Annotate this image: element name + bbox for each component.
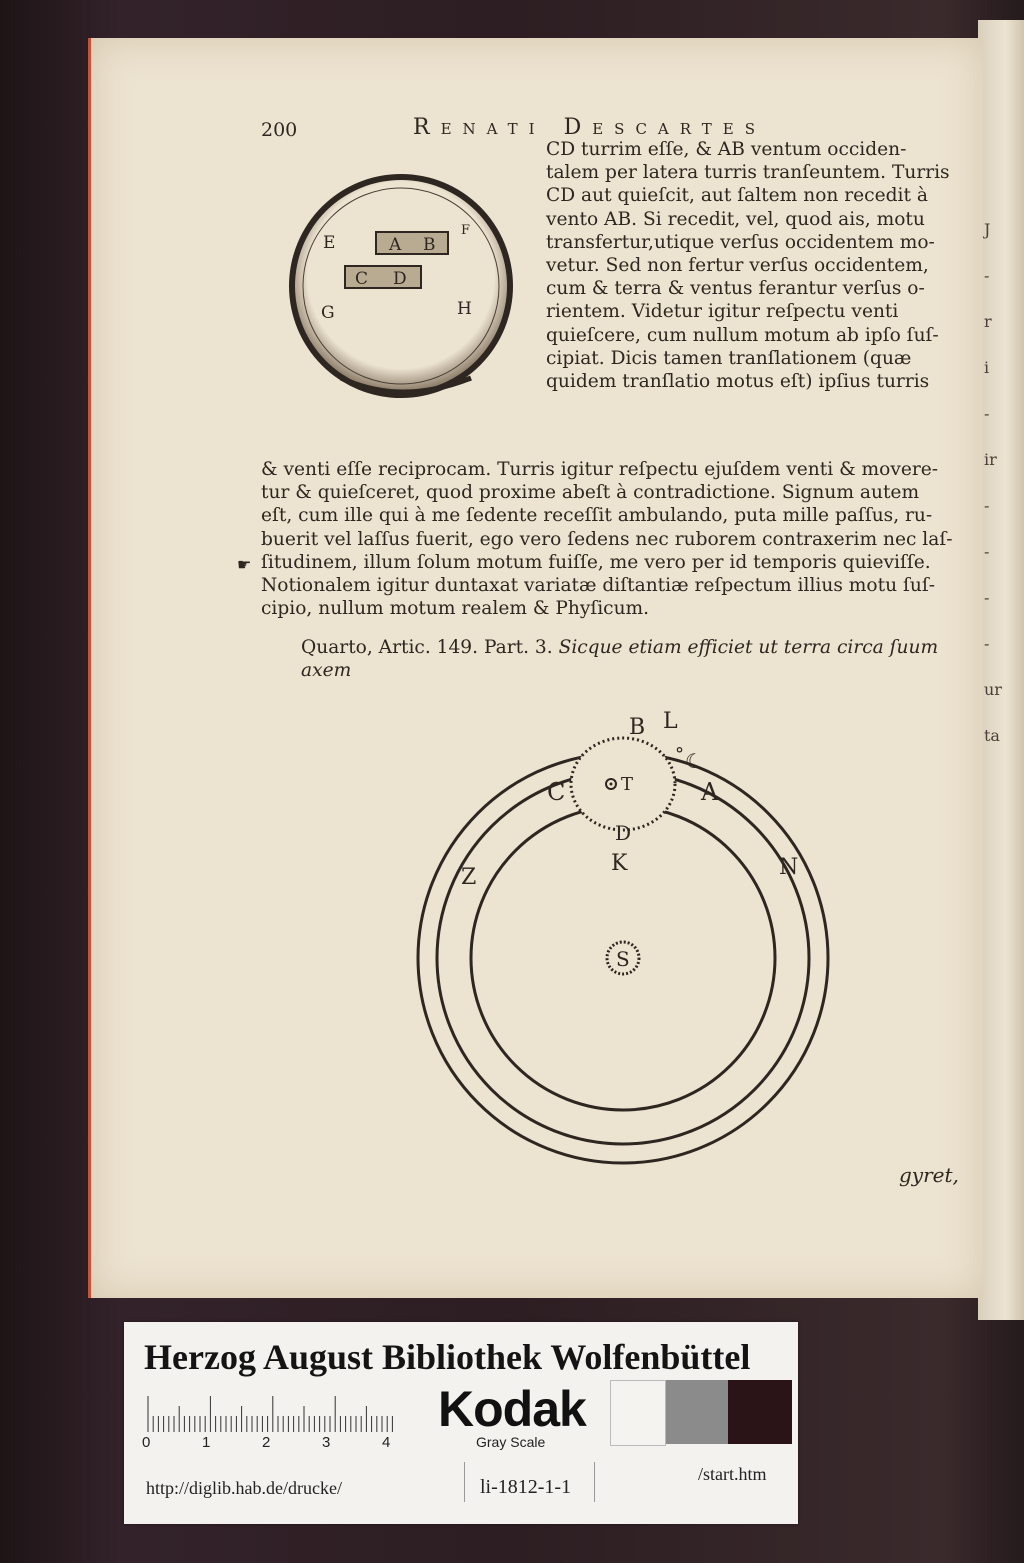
paragraph-full-line: tur & quieſceret, quod proxime abeſt à contradictione. Signum autem xyxy=(261,482,920,504)
separator xyxy=(464,1462,465,1502)
wind-ab-block xyxy=(376,232,448,254)
label-l: L xyxy=(663,709,678,734)
next-page-fragment: ta xyxy=(984,726,1000,745)
label-n: N xyxy=(779,855,799,880)
marginal-pointer-mark: ☛ xyxy=(237,555,252,574)
shelfmark: li-1812-1-1 xyxy=(480,1476,572,1498)
paragraph-full-line: buerit vel laſſus fuerit, ego vero ſedens nec ruborem contraxerim nec laſ- xyxy=(261,528,953,550)
paragraph-full-line: Notionalem igitur duntaxat variatæ diſtantiæ reſpectum illius motu ſuſ- xyxy=(261,575,935,597)
catchword: gyret, xyxy=(899,1163,959,1187)
quarto-reference: Quarto, Artic. 149. Part. 3. xyxy=(301,637,553,658)
label-b: B xyxy=(423,235,436,255)
label-z: Z xyxy=(461,865,477,890)
paragraph-right-line: cum & terra & ventus ferantur verſus o- xyxy=(546,278,925,300)
library-name: Herzog August Bibliothek Wolfenbüttel xyxy=(144,1337,751,1377)
next-page-fragment: - xyxy=(984,404,990,423)
kodak-logo: Kodak xyxy=(438,1381,586,1437)
next-page-edge xyxy=(978,20,1024,1320)
paragraph-right-line: CD aut quieſcit, aut ſaltem non recedit à xyxy=(546,185,928,207)
paragraph-right-line: vento AB. Si recedit, vel, quod ais, motu xyxy=(546,208,925,230)
orbit-figure xyxy=(401,668,851,1188)
moon-symbol: ☾ xyxy=(685,749,703,773)
ruler-number-3: 3 xyxy=(322,1434,331,1451)
paragraph-right-line: cipiat. Dicis tamen tranſlationem (quæ xyxy=(546,347,912,369)
earth-center xyxy=(610,783,613,786)
paragraph-full-line: eſt, cum ille qui à me ſedente receſſit ambulando, puta mille paſſus, ru- xyxy=(261,505,933,527)
label-s: S xyxy=(616,947,630,971)
gray-patch-black xyxy=(728,1380,792,1444)
label-c: C xyxy=(547,778,566,806)
label-t: T xyxy=(621,774,634,795)
moon-dot: ° xyxy=(675,744,684,765)
next-page-fragment: - xyxy=(984,542,990,561)
gray-scale-label: Gray Scale xyxy=(476,1434,546,1450)
next-page-fragment: - xyxy=(984,496,990,515)
paragraph-right-line: rientem. Videtur igitur reſpectu venti xyxy=(546,301,899,323)
ruler-scale xyxy=(146,1392,396,1436)
next-page-fragment: i xyxy=(984,358,990,377)
paragraph-right-line: talem per latera turris tranſeuntem. Turris xyxy=(546,162,950,184)
paragraph-right-line: transfertur,utique verſus occidentem mo- xyxy=(546,231,935,253)
label-e: E xyxy=(323,233,336,253)
label-b: B xyxy=(629,715,646,740)
paragraph-right-line: CD turrim eſſe, & AB ventum occiden- xyxy=(546,139,907,160)
gray-patch-white xyxy=(610,1380,666,1446)
label-g: G xyxy=(321,303,335,323)
label-d: D xyxy=(393,269,407,289)
book-page xyxy=(88,38,983,1298)
next-page-fragment: r xyxy=(984,312,992,331)
ruler-number-1: 1 xyxy=(202,1434,211,1451)
paragraph-full xyxy=(261,458,966,620)
label-k: K xyxy=(611,851,628,876)
url-right: /start.htm xyxy=(698,1464,767,1484)
ruler-number-0: 0 xyxy=(142,1434,151,1451)
next-page-fragment: ur xyxy=(984,680,1002,699)
label-c: C xyxy=(355,269,369,289)
paragraph-right-line: quieſcere, cum nullum motum ab ipſo ſuſ- xyxy=(546,324,939,346)
next-page-fragment: ir xyxy=(984,450,997,469)
ruler-number-2: 2 xyxy=(262,1434,271,1451)
paragraph-right-line: quidem tranſlatio motus eſt) ipſius turris xyxy=(546,371,930,393)
paragraph-right xyxy=(546,138,966,393)
quarto-quote: Sicque etiam efficiet ut terra circa ſuum axem xyxy=(301,637,939,682)
paragraph-full-line: ſitudinem, illum ſolum motum fuiſſe, me vero per id temporis quieviſſe. xyxy=(261,551,931,573)
paragraph-full-line: cipio, nullum motum realem & Phyſicum. xyxy=(261,598,650,620)
url-left: http://diglib.hab.de/drucke/ xyxy=(146,1478,342,1498)
gray-patch-mid xyxy=(666,1380,728,1444)
next-page-fragment: - xyxy=(984,588,990,607)
next-page-fragment: - xyxy=(984,634,990,653)
paragraph-right-line: vetur. Sed non fertur verſus occidentem, xyxy=(546,255,929,277)
running-head: Renati Descartes xyxy=(413,115,767,140)
ruler-number-4: 4 xyxy=(382,1434,391,1451)
label-a: A xyxy=(701,778,719,806)
tower-wind-figure xyxy=(281,168,521,408)
next-page-fragment: J xyxy=(984,220,991,239)
label-h: H xyxy=(457,299,472,319)
page-number: 200 xyxy=(261,119,298,141)
separator xyxy=(594,1462,595,1502)
label-a: A xyxy=(389,235,402,255)
next-page-fragment: - xyxy=(984,266,990,285)
paragraph-full-line: & venti eſſe reciprocam. Turris igitur reſpectu ejuſdem venti & movere- xyxy=(261,459,939,480)
library-scale-strip xyxy=(124,1322,798,1524)
label-d: D xyxy=(615,821,632,845)
label-f: F xyxy=(461,223,471,238)
